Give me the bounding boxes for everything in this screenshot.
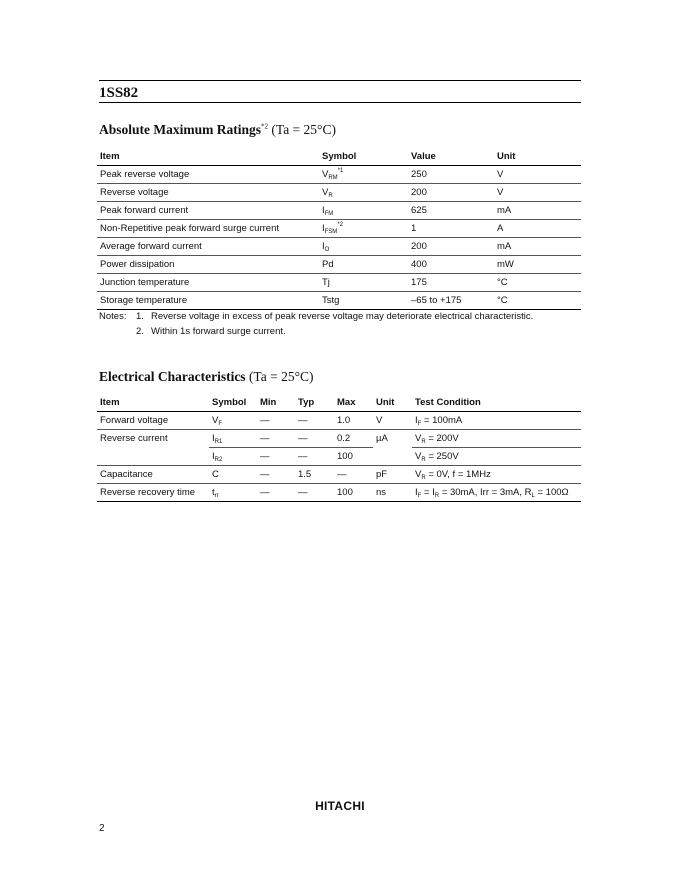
table-row [97,448,581,466]
row-value: 400 [408,256,494,274]
elec-char-title-cond: (Ta = 25°C) [245,369,314,384]
row-unit: mA [494,238,581,256]
row-max: — [334,466,373,484]
row-unit: µA [376,433,388,445]
part-rule [99,102,581,103]
elec-char-title [99,369,314,385]
row-item: Non-Repetitive peak forward surge current [97,220,319,238]
row-condition: $V_R = 250V$ [412,448,581,466]
abs-max-title-text: Absolute Maximum Ratings [99,122,262,137]
header-rule [99,80,581,81]
row-value: –65 to +175 [408,292,494,310]
row-symbol: $I_{R1}$ [209,430,257,448]
table-row [97,484,581,502]
row-min: — [257,466,295,484]
note-2: 2. Within 1s forward surge current. [136,326,286,337]
row-unit: °C [494,274,581,292]
row-symbol: $t_{rr}$ [209,484,257,502]
row-typ: — [295,430,334,448]
part-number: 1SS82 [99,85,139,101]
row-unit: °C [494,292,581,310]
row-unit: mA [494,202,581,220]
row-symbol: C [209,466,257,484]
abs-max-header-row [97,148,581,166]
row-symbol: $I_O$ [319,238,408,256]
row-typ: 1.5 [295,466,334,484]
row-value: 175 [408,274,494,292]
col-min: Min [257,394,295,412]
row-unit: A [494,220,581,238]
row-typ: — [295,412,334,430]
table-row [97,184,581,202]
col-unit: Unit [373,394,412,412]
table-row [97,166,581,184]
row-item: Forward voltage [97,412,209,430]
table-row [97,412,581,430]
row-condition: $I_F = I_R = 30mA$, Irr = 3mA, $R_L = 100\Omega$ [412,484,581,502]
row-condition: $V_R = 0V$, f = 1MHz [412,466,581,484]
col-max: Max [334,394,373,412]
row-unit: pF [373,466,412,484]
abs-max-title-note: *2 [261,122,269,131]
row-value: 250 [408,166,494,184]
row-min: — [257,430,295,448]
row-max: 0.2 [334,430,373,448]
col-test-condition: Test Condition [412,394,581,412]
row-item [97,448,209,466]
row-min: — [257,484,295,502]
row-item: Reverse voltage [97,184,319,202]
row-unit: ns [373,484,412,502]
brand-logo: HITACHI [315,799,365,813]
table-row [97,430,581,448]
table-row [97,274,581,292]
abs-max-title [99,122,336,138]
row-symbol: $V_R$ [319,184,408,202]
row-item: Peak forward current [97,202,319,220]
row-typ: — [295,448,334,466]
row-min: — [257,448,295,466]
col-value: Value [408,148,494,166]
col-symbol: Symbol [319,148,408,166]
row-item: Average forward current [97,238,319,256]
row-max: 1.0 [334,412,373,430]
notes [99,309,533,339]
row-value: 1 [408,220,494,238]
abs-max-table [97,148,581,310]
row-item: Power dissipation [97,256,319,274]
note-1: Notes: 1. Reverse voltage in excess of peak reverse voltage may deteriorate electrical characteristic. [99,311,534,322]
notes-label: Notes: [99,311,127,322]
row-item: Junction temperature [97,274,319,292]
col-item: Item [97,148,319,166]
row-symbol: Tstg [319,292,408,310]
table-row [97,466,581,484]
row-symbol: Tj [319,274,408,292]
elec-header-row [97,394,581,412]
row-symbol: $I_{FM}$ [319,202,408,220]
row-min: — [257,412,295,430]
row-item: Peak reverse voltage [97,166,319,184]
row-unit: V [373,412,412,430]
table-row [97,292,581,310]
row-max: 100 [334,484,373,502]
row-item: Storage temperature [97,292,319,310]
row-unit: V [494,184,581,202]
col-typ: Typ [295,394,334,412]
row-symbol: $I_{FSM}^{*2}$ [319,220,408,238]
row-max: 100 [334,448,373,466]
row-value: 200 [408,184,494,202]
col-symbol: Symbol [209,394,257,412]
col-unit: Unit [494,148,581,166]
elec-char-table [97,394,581,502]
row-typ: — [295,484,334,502]
row-condition: $V_R = 200V$ [412,430,581,448]
row-symbol: $V_F$ [209,412,257,430]
row-symbol: $V_{RM}^{*1}$ [319,166,408,184]
table-row [97,220,581,238]
table-row [97,238,581,256]
row-unit: V [494,166,581,184]
col-item: Item [97,394,209,412]
table-row [97,256,581,274]
row-unit [373,448,412,466]
row-item: Capacitance [97,466,209,484]
page-number: 2 [99,823,105,834]
row-value: 200 [408,238,494,256]
row-item: Reverse current [100,433,168,445]
row-value: 625 [408,202,494,220]
row-symbol: Pd [319,256,408,274]
row-item: Reverse recovery time [97,484,209,502]
elec-char-title-text: Electrical Characteristics [99,369,246,384]
row-condition: $I_F = 100mA$ [412,412,581,430]
table-row [97,202,581,220]
row-unit: mW [494,256,581,274]
abs-max-title-cond: (Ta = 25°C) [268,122,336,137]
row-symbol: $I_{R2}$ [209,448,257,466]
